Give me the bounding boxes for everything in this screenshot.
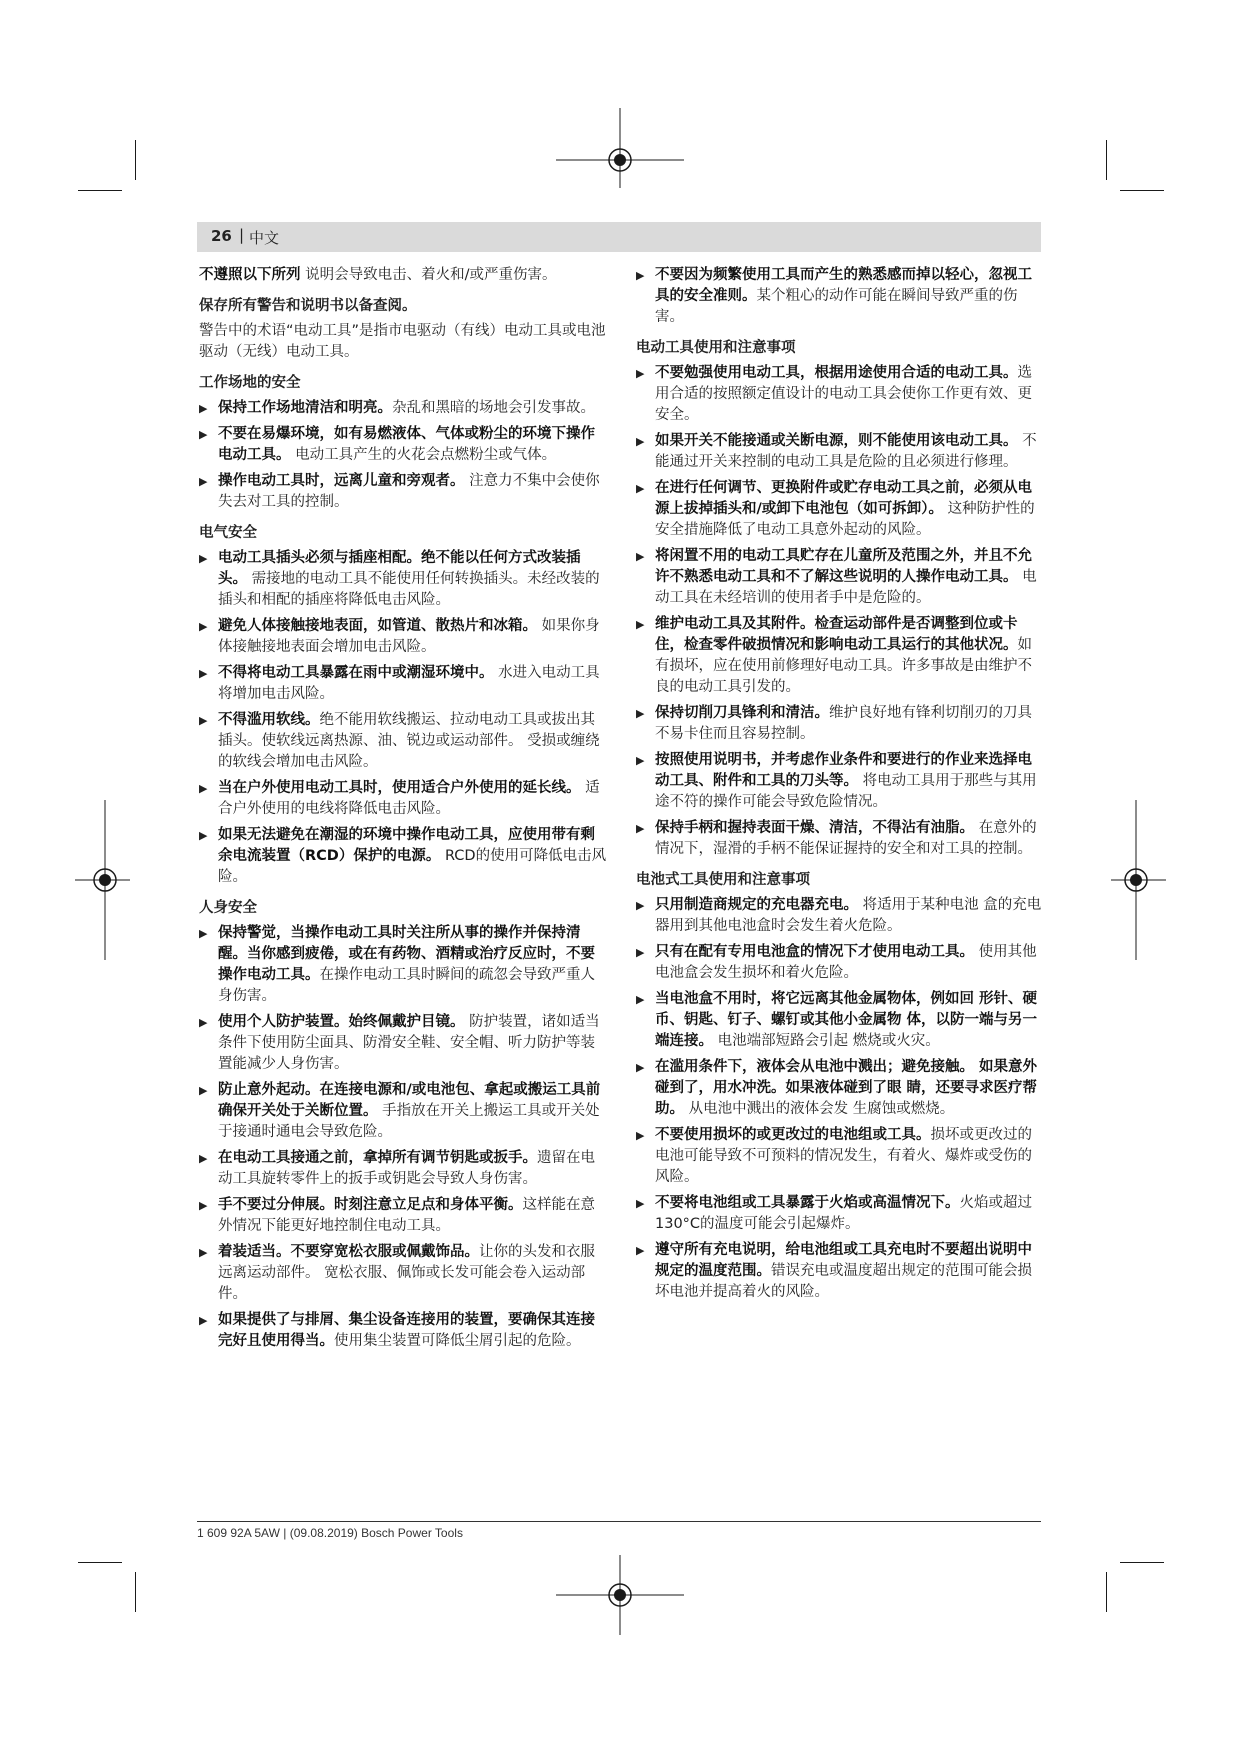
crop-mark	[78, 1562, 122, 1563]
bold-lead-text: 保持工作场地清洁和明亮。	[218, 400, 392, 416]
bullet-item	[199, 1195, 609, 1237]
bullet-triangle-icon: ▶	[636, 482, 645, 495]
bold-lead-text: 电动工具插头必须与插座相配。绝不能以任何方式改装插头。	[218, 550, 581, 587]
body-text: 不能通过开关来控制的电动工具是危险的且必须进行修理。	[655, 433, 1037, 470]
bullet-triangle-icon: ▶	[636, 1244, 645, 1257]
paragraph	[199, 265, 609, 286]
header-language: 中文	[249, 229, 280, 247]
section-heading: 电动工具使用和注意事项	[636, 340, 796, 356]
body-text: 电动工具在未经培训的使用者手中是危险的。	[655, 569, 1037, 606]
body-text: 杂乱和黑暗的场地会引发事故。	[392, 400, 595, 416]
bullet-triangle-icon: ▶	[199, 1246, 208, 1259]
body-text: 注意力不集中会使你失去对工具的控制。	[218, 473, 600, 510]
bold-lead-text: 在电动工具接通之前，拿掉所有调节钥匙或扳手。	[218, 1150, 537, 1166]
bullet-item	[636, 1193, 1046, 1235]
bullet-item	[199, 1310, 609, 1352]
bullet-triangle-icon: ▶	[636, 1129, 645, 1142]
body-text: 选用合适的按照额定值设计的电动工具会使你工作更有效、更安全。	[655, 365, 1032, 423]
bullet-item	[636, 942, 1046, 984]
bullet-item	[199, 616, 609, 658]
bullet-item	[199, 825, 609, 888]
body-text: 这种防护性的安全措施降低了电动工具意外起动的风险。	[655, 501, 1035, 538]
bold-lead-text: 手不要过分伸展。时刻注意立足点和身体平衡。	[218, 1197, 523, 1213]
bullet-item	[636, 265, 1046, 328]
body-text: 电池端部短路会引起 燃烧或火灾。	[713, 1033, 940, 1049]
bullet-triangle-icon: ▶	[199, 1084, 208, 1097]
page-footer: 1 609 92A 5AW | (09.08.2019) Bosch Power Tools	[197, 1526, 463, 1540]
section-heading: 工作场地的安全	[199, 375, 301, 391]
bullet-item	[636, 1240, 1046, 1303]
body-text: 如果你身体接触接地表面会增加电击风险。	[218, 618, 600, 655]
bold-lead-text: 不要勉强使用电动工具，根据用途使用合适的电动工具。	[655, 365, 1018, 381]
bold-lead-text: 着装适当。不要穿宽松衣服或佩戴饰品。	[218, 1244, 479, 1260]
bullet-triangle-icon: ▶	[199, 1199, 208, 1212]
bullet-triangle-icon: ▶	[636, 754, 645, 767]
bold-lead-text: 将闲置不用的电动工具贮存在儿童所及范围之外，并且不允许不熟悉电动工具和不了解这些说明的人操作电动工具。	[655, 548, 1032, 585]
bullet-triangle-icon: ▶	[199, 927, 208, 940]
registration-mark-icon	[1106, 800, 1166, 960]
page-number: 26	[211, 227, 232, 245]
section-heading: 电气安全	[199, 525, 257, 541]
bold-lead-text: 如果开关不能接通或关断电源，则不能使用该电动工具。	[655, 433, 1018, 449]
bold-lead-text: 不遵照以下所列	[199, 267, 301, 283]
section-heading: 保存所有警告和说明书以备查阅。	[199, 298, 417, 314]
bullet-triangle-icon: ▶	[199, 782, 208, 795]
body-text: 适合户外使用的电线将降低电击风险。	[218, 780, 600, 817]
bullet-item	[636, 431, 1046, 473]
bullet-item	[199, 923, 609, 1007]
body-text: 如有损坏，应在使用前修理好电动工具。许多事故是由维护不良的电动工具引发的。	[655, 637, 1032, 695]
bullet-item	[199, 1148, 609, 1190]
paragraph	[199, 321, 609, 363]
bold-lead-text: 如果提供了与排屑、集尘设备连接用的装置，要确保其连接完好且使用得当。	[218, 1312, 595, 1349]
bullet-item	[636, 750, 1046, 813]
bullet-triangle-icon: ▶	[636, 1061, 645, 1074]
body-text: 使用其他电池盒会发生损坏和着火危险。	[655, 944, 1037, 981]
bullet-triangle-icon: ▶	[636, 269, 645, 282]
bullet-triangle-icon: ▶	[636, 899, 645, 912]
header-separator: |	[239, 226, 245, 244]
crop-mark	[1106, 1572, 1107, 1612]
bold-lead-text: 不得滥用软线。	[218, 712, 320, 728]
bullet-triangle-icon: ▶	[199, 714, 208, 727]
bullet-triangle-icon: ▶	[199, 620, 208, 633]
bold-lead-text: 保持警觉，当操作电动工具时关注所从事的操作并保持清醒。当你感到疲倦，或在有药物、酒精或治疗反应时，不要操作电动工具。	[218, 925, 595, 983]
bold-lead-text: 当电池盒不用时，将它远离其他金属物体，例如回 形针、硬币、钥匙、钉子、螺钉或其他小金属物 体，以防一端与另一端连接。	[655, 991, 1038, 1049]
bullet-triangle-icon: ▶	[636, 993, 645, 1006]
body-text: 防护装置，诸如适当条件下使用防尘面具、防滑安全鞋、安全帽、听力防护等装置能减少人身伤害。	[218, 1014, 600, 1072]
bold-lead-text: 不要使用损坏的或更改过的电池组或工具。	[655, 1127, 931, 1143]
bullet-item	[199, 778, 609, 820]
body-text: 将适用于某种电池 盒的充电器用到其他电池盒时会发生着火危险。	[655, 897, 1042, 934]
bullet-item	[199, 548, 609, 611]
body-text: 损坏或更改过的电池可能导致不可预料的情况发生，有着火、爆炸或受伤的风险。	[655, 1127, 1032, 1185]
body-text: 让你的头发和衣服远离运动部件。 宽松衣服、佩饰或长发可能会卷入运动部件。	[218, 1244, 595, 1302]
page-header	[197, 222, 1041, 252]
bold-lead-text: 不得将电动工具暴露在雨中或潮湿环境中。	[218, 665, 494, 681]
bold-lead-text: 使用个人防护装置。始终佩戴护目镜。	[218, 1014, 465, 1030]
bold-lead-text: 如果无法避免在潮湿的环境中操作电动工具，应使用带有剩余电流装置（RCD）保护的电源。	[218, 827, 595, 864]
bullet-triangle-icon: ▶	[636, 550, 645, 563]
bold-lead-text: 保持切削刀具锋利和清洁。	[655, 705, 829, 721]
bullet-triangle-icon: ▶	[199, 1152, 208, 1165]
bullet-triangle-icon: ▶	[636, 822, 645, 835]
bold-lead-text: 当在户外使用电动工具时，使用适合户外使用的延长线。	[218, 780, 581, 796]
bold-lead-text: 维护电动工具及其附件。检查运动部件是否调整到位或卡住，检查零件破损情况和影响电动工具运行的其他状况。	[655, 616, 1018, 653]
bullet-item	[636, 895, 1046, 937]
section-heading: 人身安全	[199, 900, 257, 916]
bullet-item	[199, 1012, 609, 1075]
bullet-item	[199, 710, 609, 773]
bold-lead-text: 按照使用说明书，并考虑作业条件和要进行的作业来选择电动工具、附件和工具的刀头等。	[655, 752, 1032, 789]
body-text: 将电动工具用于那些与其用途不符的操作可能会导致危险情况。	[655, 773, 1037, 810]
bullet-item	[199, 1080, 609, 1143]
body-text: 水进入电动工具将增加电击风险。	[218, 665, 600, 702]
body-text: 手指放在开关上搬运工具或开关处于接通时通电会导致危险。	[218, 1103, 600, 1140]
crop-mark	[135, 1572, 136, 1612]
bullet-triangle-icon: ▶	[636, 367, 645, 380]
body-text: 维护良好地有锋利切削刃的刀具不易卡住而且容易控制。	[655, 705, 1032, 742]
bullet-triangle-icon: ▶	[199, 402, 208, 415]
bullet-item	[636, 1125, 1046, 1188]
bold-lead-text: 不要在易爆环境，如有易燃液体、气体或粉尘的环境下操作电动工具。	[218, 426, 595, 463]
bullet-item	[636, 546, 1046, 609]
bold-lead-text: 只有在配有专用电池盒的情况下才使用电动工具。	[655, 944, 974, 960]
bullet-item	[636, 363, 1046, 426]
registration-mark-icon	[548, 1555, 688, 1665]
body-text: 需接地的电动工具不能使用任何转换插头。未经改装的插头和相配的插座将降低电击风险。	[218, 571, 600, 608]
bullet-item	[636, 478, 1046, 541]
crop-mark	[135, 140, 136, 180]
bullet-item	[636, 989, 1046, 1052]
right-column	[636, 265, 1046, 1308]
bold-lead-text: 在滥用条件下，液体会从电池中溅出；避免接触。 如果意外碰到了，用水冲洗。如果液体碰到了眼 睛，还要寻求医疗帮助。	[655, 1059, 1038, 1117]
bullet-triangle-icon: ▶	[636, 1197, 645, 1210]
bullet-triangle-icon: ▶	[636, 707, 645, 720]
body-text: 警告中的术语“电动工具”是指市电驱动（有线）电动工具或电池驱动（无线）电动工具。	[199, 323, 606, 360]
bullet-item	[636, 1057, 1046, 1120]
crop-mark	[78, 190, 122, 191]
bold-lead-text: 只用制造商规定的充电器充电。	[655, 897, 858, 913]
bullet-item	[199, 1242, 609, 1305]
body-text: 电动工具产生的火花会点燃粉尘或气体。	[290, 447, 557, 463]
registration-mark-icon	[548, 108, 688, 218]
crop-mark	[1120, 190, 1164, 191]
bullet-triangle-icon: ▶	[199, 1016, 208, 1029]
bullet-item	[199, 398, 609, 419]
bold-lead-text: 操作电动工具时，远离儿童和旁观者。	[218, 473, 465, 489]
bullet-item	[636, 614, 1046, 698]
body-text: 说明会导致电击、着火和/或严重伤害。	[300, 267, 557, 283]
bullet-triangle-icon: ▶	[636, 435, 645, 448]
crop-mark	[1120, 1562, 1164, 1563]
bullet-triangle-icon: ▶	[199, 428, 208, 441]
bold-lead-text: 避免人体接触接地表面，如管道、散热片和冰箱。	[218, 618, 537, 634]
body-text: 错误充电或温度超出规定的范围可能会损坏电池并提高着火的风险。	[655, 1263, 1032, 1300]
body-text: 在操作电动工具时瞬间的疏忽会导致严重人身伤害。	[218, 967, 595, 1004]
bold-lead-text: 不要将电池组或工具暴露于火焰或高温情况下。	[655, 1195, 960, 1211]
section-heading: 电池式工具使用和注意事项	[636, 872, 810, 888]
bullet-triangle-icon: ▶	[199, 475, 208, 488]
bullet-item	[199, 663, 609, 705]
body-text: 使用集尘装置可降低尘屑引起的危险。	[334, 1333, 581, 1349]
body-text: 遗留在电动工具旋转零件上的扳手或钥匙会导致人身伤害。	[218, 1150, 595, 1187]
body-text: 这样能在意外情况下能更好地控制住电动工具。	[218, 1197, 595, 1234]
bold-lead-text: 遵守所有充电说明，给电池组或工具充电时不要超出说明中规定的温度范围。	[655, 1242, 1032, 1279]
bullet-item	[199, 424, 609, 466]
left-column	[199, 265, 609, 1357]
registration-mark-icon	[75, 800, 135, 960]
body-text: 某个粗心的动作可能在瞬间导致严重的伤害。	[655, 288, 1018, 325]
body-text: 从电池中溅出的液体会发 生腐蚀或燃烧。	[684, 1101, 955, 1117]
bullet-triangle-icon: ▶	[636, 946, 645, 959]
footer-rule	[197, 1521, 1041, 1522]
body-text: RCD的使用可降低电击风险。	[218, 848, 607, 885]
bullet-triangle-icon: ▶	[636, 618, 645, 631]
bold-lead-text: 防止意外起动。在连接电源和/或电池包、拿起或搬运工具前确保开关处于关断位置。	[218, 1082, 601, 1119]
crop-mark	[1106, 140, 1107, 180]
bullet-triangle-icon: ▶	[199, 667, 208, 680]
bullet-triangle-icon: ▶	[199, 1314, 208, 1327]
body-text: 火焰或超过130°C的温度可能会引起爆炸。	[655, 1195, 1032, 1232]
bullet-triangle-icon: ▶	[199, 552, 208, 565]
bullet-item	[636, 818, 1046, 860]
bold-lead-text: 保持手柄和握持表面干燥、清洁，不得沾有油脂。	[655, 820, 974, 836]
bold-lead-text: 在进行任何调节、更换附件或贮存电动工具之前，必须从电源上拔掉插头和/或卸下电池包（如可拆卸）。	[655, 480, 1032, 517]
bullet-triangle-icon: ▶	[199, 829, 208, 842]
bullet-item	[199, 471, 609, 513]
bold-lead-text: 不要因为频繁使用工具而产生的熟悉感而掉以轻心，忽视工具的安全准则。	[655, 267, 1032, 304]
body-text: 绝不能用软线搬运、拉动电动工具或拔出其插头。使软线远离热源、油、锐边或运动部件。 受损或缠绕的软线会增加电击风险。	[218, 712, 600, 770]
body-text: 在意外的情况下，湿滑的手柄不能保证握持的安全和对工具的控制。	[655, 820, 1037, 857]
bullet-item	[636, 703, 1046, 745]
